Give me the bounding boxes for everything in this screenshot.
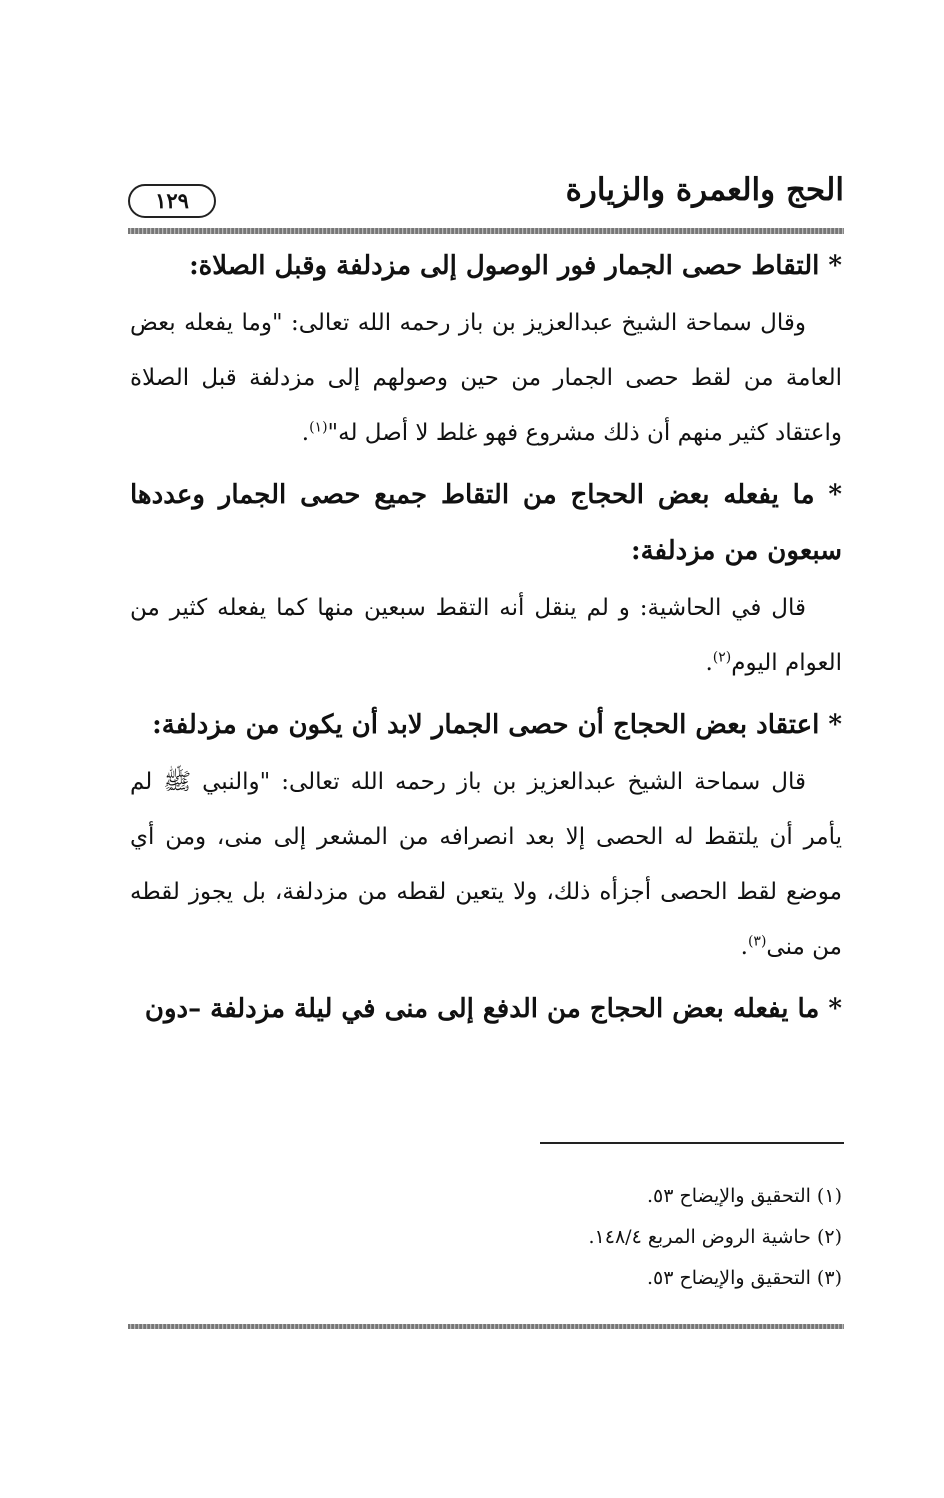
header-rule bbox=[128, 228, 844, 234]
running-title: الحج والعمرة والزيارة bbox=[565, 172, 844, 208]
page-header bbox=[128, 168, 844, 228]
section-heading: * ما يفعله بعض الحجاج من الدفع إلى منى في ليلة مزدلفة –دون bbox=[144, 994, 842, 1024]
section-heading: * اعتقاد بعض الحجاج أن حصى الجمار لابد أن يكون من مزدلفة: bbox=[152, 710, 842, 740]
main-text bbox=[130, 238, 842, 1037]
section-heading: * ما يفعله بعض الحجاج من التقاط جميع حصى الجمار وعددها سبعون من مزدلفة: bbox=[130, 480, 842, 566]
footnotes-list bbox=[130, 1176, 842, 1299]
footnote-ref: (٣) bbox=[747, 933, 767, 950]
section-paragraph: قال في الحاشية: و لم ينقل أنه التقط سبعين منها كما يفعله كثير من العوام اليوم$^{(٢)}$. bbox=[130, 595, 842, 676]
section-heading: * التقاط حصى الجمار فور الوصول إلى مزدلفة وقبل الصلاة: bbox=[189, 251, 842, 281]
footnote-ref: (٢) bbox=[712, 649, 732, 666]
footnote-item: (٢) حاشية الروض المربع ١٤٨/٤. bbox=[588, 1226, 842, 1248]
footnote-separator bbox=[540, 1142, 844, 1144]
section-paragraph: وقال سماحة الشيخ عبدالعزيز بن باز رحمه الله تعالى: "وما يفعله بعض العامة من لقط حصى الجمار من حين وصولهم إلى مزدلفة قبل الصلاة واعتقاد كثير منهم أن ذلك مشروع فهو غلط لا أصل له"$^{(١)}$. bbox=[130, 310, 842, 446]
footnote-ref: (١) bbox=[309, 419, 328, 436]
page-number-badge: ١٢٩ bbox=[128, 184, 216, 218]
footnote-item: (٣) التحقيق والإيضاح ٥٣. bbox=[646, 1267, 842, 1289]
footnote-item: (١) التحقيق والإيضاح ٥٣. bbox=[646, 1185, 842, 1207]
section-paragraph: قال سماحة الشيخ عبدالعزيز بن باز رحمه الله تعالى: "والنبي ﷺ لم يأمر أن يلتقط له الحصى إلا بعد انصرافه من المشعر إلى منى، ومن أي موضع لقط الحصى أجزأه ذلك، ولا يتعين لقطه من مزدلفة، بل يجوز لقطه من منى$^{(٣)}$. bbox=[130, 769, 842, 960]
footer-rule bbox=[128, 1324, 844, 1329]
